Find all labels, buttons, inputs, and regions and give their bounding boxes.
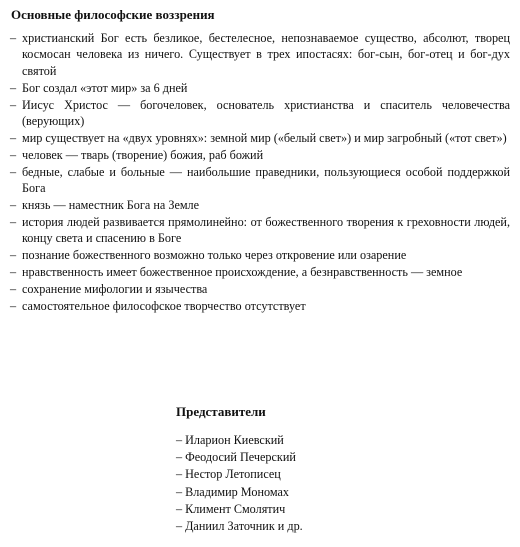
representative-item bbox=[176, 518, 396, 535]
representatives-list bbox=[176, 432, 396, 535]
list-item: – бедные, слабые и больные — наибольшие праведники, пользующиеся особой поддержкой Бога bbox=[10, 164, 510, 197]
list-dash: – bbox=[176, 501, 183, 516]
list-item: – Бог создал «этот мир» за 6 дней bbox=[10, 80, 510, 96]
list-dash: – bbox=[176, 484, 183, 499]
list-dash: – bbox=[176, 519, 183, 534]
list-item: – история людей развивается прямолинейно: от божественного творения к греховности людей, концу света и спасению в Боге bbox=[10, 214, 510, 247]
list-dash: – bbox=[176, 433, 183, 447]
representative-name: Даниил Заточник и др. bbox=[185, 519, 303, 534]
list-item: – нравственность имеет божественное происхождение, а безнравственность — земное bbox=[10, 264, 510, 280]
representative-name: Климент Смолятич bbox=[185, 501, 286, 516]
representative-item bbox=[176, 449, 396, 466]
representatives-heading: Представители bbox=[176, 404, 266, 419]
list-dash: – bbox=[176, 450, 183, 465]
representative-item bbox=[176, 432, 396, 449]
list-item: – мир существует на «двух уровнях»: земной мир («белый свет») и мир загробный («тот свет») bbox=[10, 130, 510, 146]
list-item: – христианский Бог есть безликое, бестелесное, непознаваемое существо, абсолют, творец космосан человека из ничего. Существует в трех ипостасях: бог-сын, бог-отец и бог-дух святой bbox=[10, 30, 510, 79]
list-item: – сохранение мифологии и язычества bbox=[10, 281, 510, 297]
section-heading: Основные философские воззрения bbox=[11, 7, 215, 22]
list-dash: – bbox=[176, 467, 183, 482]
list-item: – познание божественного возможно только через откровение или озарение bbox=[10, 247, 510, 263]
philosophical-views-list bbox=[10, 30, 510, 315]
list-item: – князь — наместник Бога на Земле bbox=[10, 197, 510, 213]
list-item: – человек — тварь (творение) божия, раб божий bbox=[10, 147, 510, 163]
list-item: – самостоятельное философское творчество отсутствует bbox=[10, 298, 510, 314]
representative-item bbox=[176, 484, 396, 501]
representative-item bbox=[176, 466, 396, 483]
representative-name: Нестор Летописец bbox=[185, 467, 281, 482]
representative-name: Владимир Мономах bbox=[185, 484, 289, 499]
representative-name: Иларион Киевский bbox=[185, 433, 284, 447]
representative-item bbox=[176, 501, 396, 518]
representatives-section bbox=[176, 403, 396, 535]
representative-name: Феодосий Печерский bbox=[185, 450, 296, 465]
list-item: – Иисус Христос — богочеловек, основатель христианства и спаситель человечества (верующих) bbox=[10, 97, 510, 130]
